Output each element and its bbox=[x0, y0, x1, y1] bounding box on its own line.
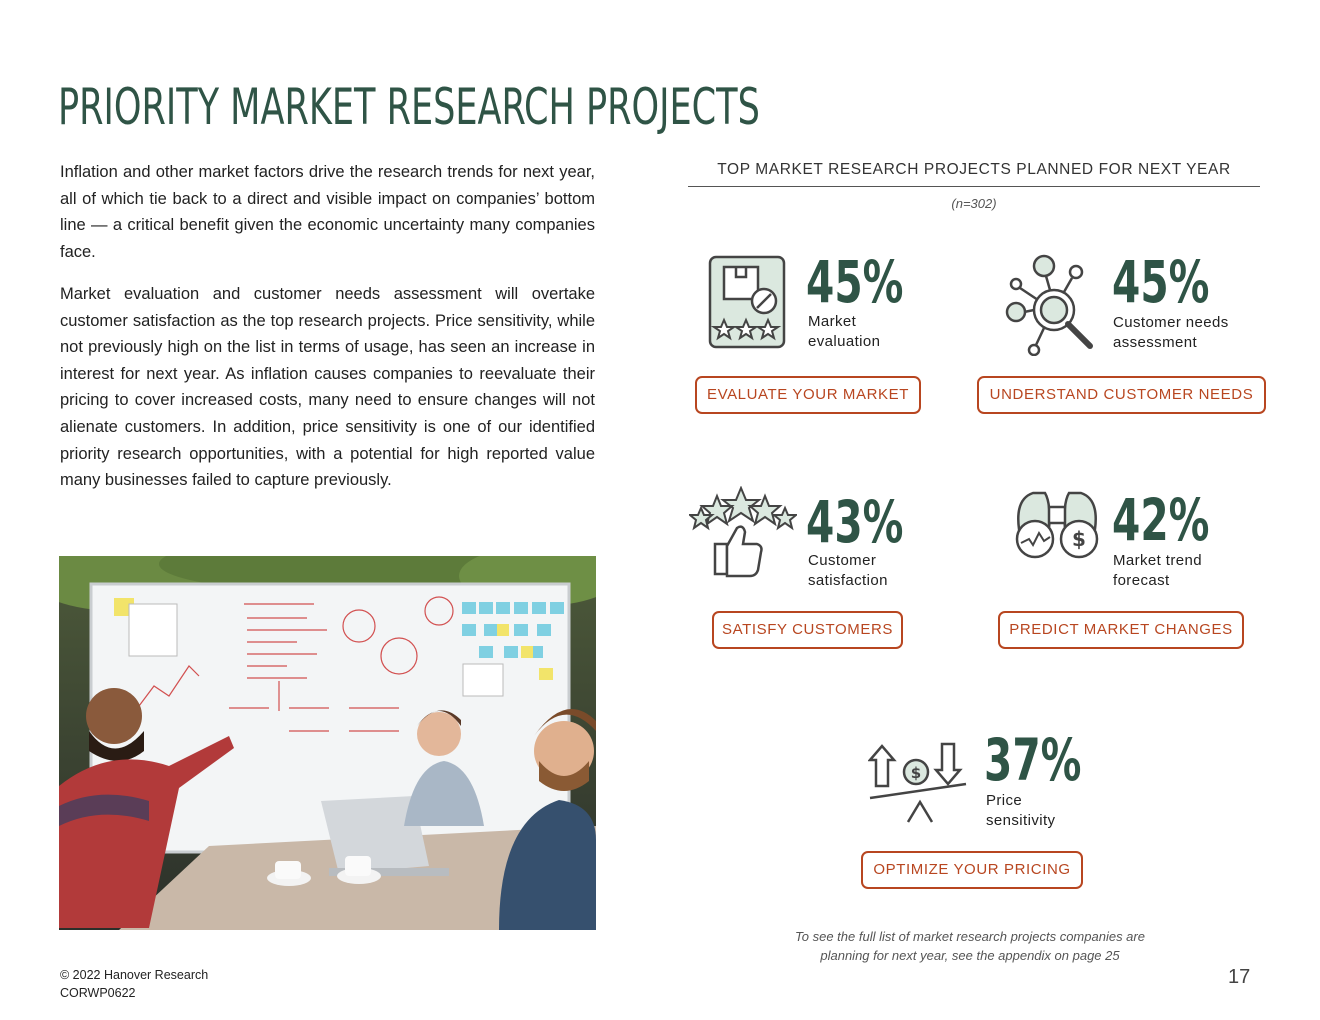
evaluate-your-market-button[interactable]: EVALUATE YOUR MARKET bbox=[695, 376, 921, 414]
customer-satisfaction-icon bbox=[689, 486, 797, 578]
market-trend-percent: 42% bbox=[1112, 486, 1210, 554]
label-line: forecast bbox=[1113, 572, 1170, 589]
understand-customer-needs-button[interactable]: UNDERSTAND CUSTOMER NEEDS bbox=[977, 376, 1266, 414]
price-sensitivity-label bbox=[986, 791, 1126, 831]
intro-paragraph: Inflation and other market factors drive the research trends for next year, all of which tie back to a direct and visible impact on companies’ bottom line — a critical benefit given the economic uncertainty many companies face. bbox=[60, 163, 595, 261]
customer-needs-label bbox=[1113, 313, 1253, 353]
page-title: PRIORITY MARKET RESEARCH PROJECTS bbox=[58, 78, 760, 136]
footnote-line: planning for next year, see the appendix on page 25 bbox=[820, 948, 1120, 963]
label-line: Customer needs bbox=[1113, 314, 1229, 331]
optimize-your-pricing-button[interactable]: OPTIMIZE YOUR PRICING bbox=[861, 851, 1083, 889]
price-sensitivity-icon bbox=[868, 738, 970, 828]
infographic-title: TOP MARKET RESEARCH PROJECTS PLANNED FOR NEXT YEAR bbox=[717, 161, 1231, 178]
label-line: Market bbox=[808, 313, 857, 330]
predict-market-changes-button[interactable]: PREDICT MARKET CHANGES bbox=[998, 611, 1244, 649]
label-line: satisfaction bbox=[808, 572, 888, 589]
label-line: Price bbox=[986, 792, 1023, 809]
binoculars-icon bbox=[1013, 489, 1101, 561]
sample-size: (n=302) bbox=[951, 196, 997, 211]
document-code: CORWP0622 bbox=[60, 986, 136, 1000]
footnote-line: To see the full list of market research projects companies are bbox=[795, 929, 1145, 944]
label-line: sensitivity bbox=[986, 812, 1056, 829]
page-number: 17 bbox=[1228, 966, 1251, 988]
appendix-footnote bbox=[760, 927, 1180, 965]
market-evaluation-percent: 45% bbox=[806, 248, 904, 316]
footer bbox=[60, 966, 208, 1002]
market-evaluation-label bbox=[808, 312, 948, 352]
market-evaluation-icon bbox=[708, 255, 788, 351]
customer-satisfaction-percent: 43% bbox=[806, 488, 904, 556]
meeting-photo bbox=[59, 556, 596, 930]
body-paragraph: Market evaluation and customer needs assessment will overtake customer satisfaction as the top research projects. Price sensitivity, while not previously high on the list in terms of usage, has seen an increase in interest for next year. As inflation causes companies to reevaluate their pricing to cover increased costs, many need to ensure changes will not alienate customers. In addition, price sensitivity is one of our identified priority research opportunities, with a potential for high reported value many businesses failed to capture previously. bbox=[60, 285, 595, 490]
svg-text:$: $ bbox=[1072, 527, 1086, 551]
label-line: Customer bbox=[808, 552, 877, 569]
satisfy-customers-button[interactable]: SATISFY CUSTOMERS bbox=[712, 611, 903, 649]
price-sensitivity-percent: 37% bbox=[984, 726, 1082, 794]
market-trend-label bbox=[1113, 551, 1253, 591]
customer-satisfaction-label bbox=[808, 551, 948, 591]
customer-needs-icon bbox=[1000, 252, 1100, 356]
label-line: evaluation bbox=[808, 333, 881, 350]
svg-text:$: $ bbox=[910, 764, 922, 782]
divider bbox=[688, 186, 1260, 187]
label-line: assessment bbox=[1113, 334, 1198, 351]
copyright-text: © 2022 Hanover Research bbox=[60, 968, 209, 982]
label-line: Market trend bbox=[1113, 552, 1202, 569]
customer-needs-percent: 45% bbox=[1112, 248, 1210, 316]
